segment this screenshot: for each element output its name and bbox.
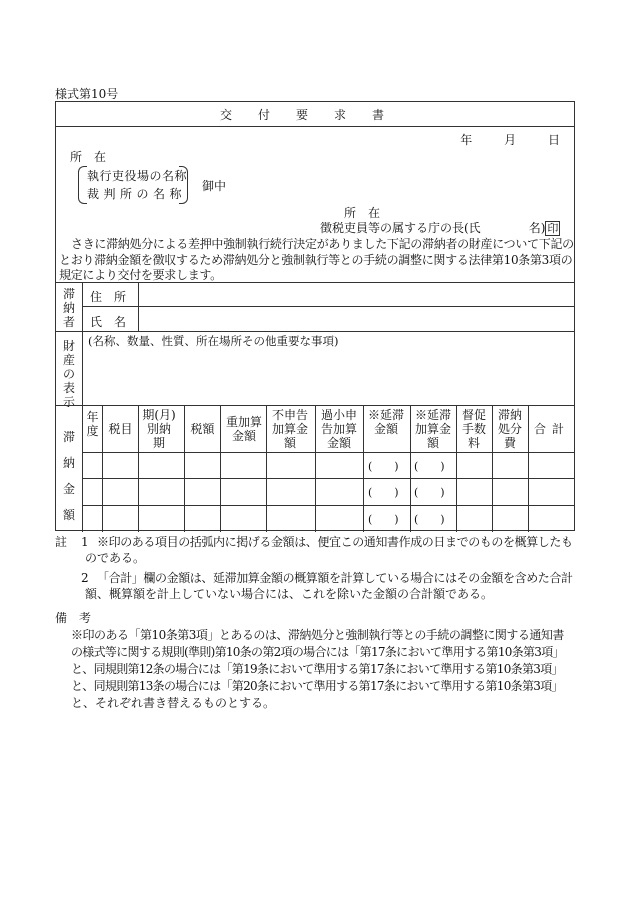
divider (266, 405, 267, 532)
month-label: 月 (504, 133, 517, 147)
taxpayer-name-label: 氏 名 (90, 315, 127, 329)
row3-delinquency-add-paren: ( ) (414, 513, 445, 526)
note2-line2: 額、概算額を計上していない場合には、これを除いた金額の合計額である。 (85, 587, 494, 601)
divider (220, 405, 221, 532)
row1-delinquency-add-paren: ( ) (414, 460, 445, 473)
day-label: 日 (547, 133, 560, 147)
row2-delinquency-add-paren: ( ) (414, 486, 445, 499)
remarks-line2: の様式等に関する規則(準則)第10条の第2項の場合には「第17条において準用する第10条第3項」 (71, 645, 564, 659)
divider (56, 331, 574, 332)
addressee-line1: 執行吏役場の名称 (87, 169, 188, 183)
property-placeholder: (名称、数量、性質、所在場所その他重要な事項) (88, 334, 339, 348)
row3-delinquency-paren: ( ) (368, 513, 399, 526)
header-tax-amount: 税額 (190, 422, 215, 436)
remarks-line3: と、同規則第12条の場合には「第19条において準用する第17条において準用する第10条第3項」 (71, 662, 563, 676)
divider (82, 478, 574, 479)
divider (82, 505, 574, 506)
header-underreport-additional: 過小申告加算金額 (320, 408, 357, 450)
note2-line1: 「合計」欄の金額は、延滞加算金額の概算額を計算している場合にはその金額を含めた合計 (97, 571, 573, 585)
request-body-text: さきに滞納処分による差押中強制執行続行決定がありました下記の滞納者の財産について下記のとおり滞納金額を徴収するため滞納処分と強制執行等との手続の調整に関する法律第10条第3項の規定により交付を要求します。 (59, 237, 574, 282)
remarks-section (55, 611, 575, 721)
remarks-line5: と、それぞれ書き替えるものとする。 (71, 696, 276, 710)
divider (82, 452, 574, 453)
taxpayer-address-label: 住 所 (90, 290, 127, 304)
sender-location-label: 所 在 (344, 206, 381, 220)
form-number: 様式第10号 (55, 87, 119, 101)
divider (138, 405, 139, 532)
notes-label: 註 (55, 535, 68, 549)
addressee-bracket (78, 166, 188, 204)
row2-delinquency-paren: ( ) (368, 486, 399, 499)
date-line (432, 131, 560, 148)
header-fiscal-year: 年度 (86, 410, 99, 438)
divider (456, 405, 457, 532)
arrears-group-label: 滞納金額 (62, 430, 75, 522)
sender-name-close: 名) (528, 221, 546, 235)
header-total: 合計 (533, 422, 570, 436)
divider (492, 405, 493, 532)
sender-name-text: 徴税吏員等の属する庁の長(氏 (320, 221, 481, 235)
note2-number: 2 (81, 571, 89, 585)
remarks-line1: ※印のある「第10条第3項」とあるのは、滞納処分と強制執行等との手続の調整に関する通知書 (71, 628, 564, 642)
year-label: 年 (460, 133, 473, 147)
header-period-due: 期(月)別納期 (142, 408, 176, 450)
note1-number: 1 (81, 535, 89, 549)
addressee-honorific: 御中 (202, 179, 227, 193)
notes-section (55, 535, 575, 601)
header-tax-item: 税目 (108, 422, 133, 436)
request-form (55, 101, 575, 531)
property-group-label: 財産の表示 (62, 339, 75, 409)
remarks-label: 備 考 (55, 611, 92, 625)
addressee-location-label: 所 在 (70, 150, 107, 164)
header-heavy-additional: 重加算金額 (225, 415, 262, 443)
sender-name-line (320, 219, 560, 236)
header-delinquency-additional: ※延滞加算金額 (414, 408, 451, 450)
divider (315, 405, 316, 532)
addressee-line2: 裁判所の名称 (87, 187, 187, 201)
divider (82, 306, 574, 307)
note1-line1: ※印のある項目の括弧内に掲げる金額は、便宜この通知書作成の日までのものを概算したも (97, 535, 573, 549)
remarks-line4: と、同規則第13条の場合には「第20条において準用する第17条において準用する第10条第3項」 (71, 679, 563, 693)
header-reminder-fee: 督促手数料 (461, 408, 486, 450)
divider (56, 282, 574, 283)
taxpayer-group-label: 滞納者 (62, 287, 75, 329)
divider (363, 405, 364, 532)
seal-mark: 印 (547, 222, 559, 235)
row1-delinquency-paren: ( ) (368, 460, 399, 473)
divider (82, 331, 83, 405)
note1-line2: のである。 (85, 551, 146, 565)
header-nonfiling-additional: 不申告加算金額 (271, 408, 308, 450)
header-delinquency-amount: ※延滞金額 (367, 408, 404, 436)
header-disposition-cost: 滞納処分費 (497, 408, 522, 450)
divider (56, 126, 574, 127)
form-title: 交付要求書 (219, 108, 410, 122)
divider (410, 405, 411, 532)
